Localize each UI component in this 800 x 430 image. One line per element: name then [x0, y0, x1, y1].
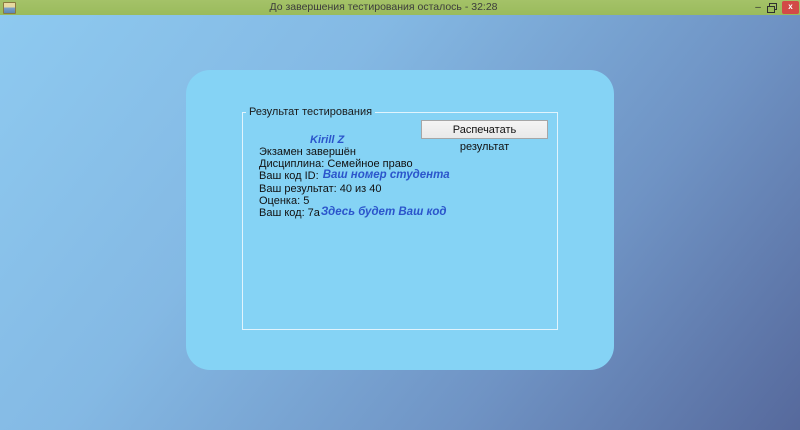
- code-id-placeholder: Ваш номер студента: [322, 169, 450, 182]
- close-button[interactable]: x: [782, 1, 799, 14]
- student-name-placeholder: Kirill Z: [310, 134, 345, 146]
- exam-status-line: Экзамен завершён: [259, 146, 356, 158]
- result-lines: [259, 146, 450, 219]
- code-id-line: [259, 170, 450, 182]
- score-line: Ваш результат: 40 из 40: [259, 182, 382, 195]
- minimize-button[interactable]: –: [755, 2, 761, 13]
- code-line: [259, 207, 450, 219]
- result-groupbox: [242, 106, 558, 330]
- result-panel: [186, 70, 614, 370]
- print-result-button[interactable]: Распечатать результат: [421, 120, 548, 139]
- restore-button[interactable]: [765, 1, 779, 14]
- grade-line: Оценка: 5: [259, 194, 310, 207]
- restore-icon: [767, 6, 775, 13]
- groupbox-title: Результат тестирования: [246, 106, 375, 118]
- code-id-label: Ваш код ID:: [259, 170, 319, 183]
- title-bar: [0, 0, 800, 15]
- code-placeholder: Здесь будет Ваш код: [320, 205, 447, 218]
- code-label: Ваш код: 7а: [259, 206, 320, 219]
- discipline-line: Дисциплина: Семейное право: [259, 158, 413, 171]
- window-title: До завершения тестирования осталось - 32:28: [269, 1, 498, 13]
- window-controls: [751, 0, 800, 15]
- app-icon: [3, 2, 16, 14]
